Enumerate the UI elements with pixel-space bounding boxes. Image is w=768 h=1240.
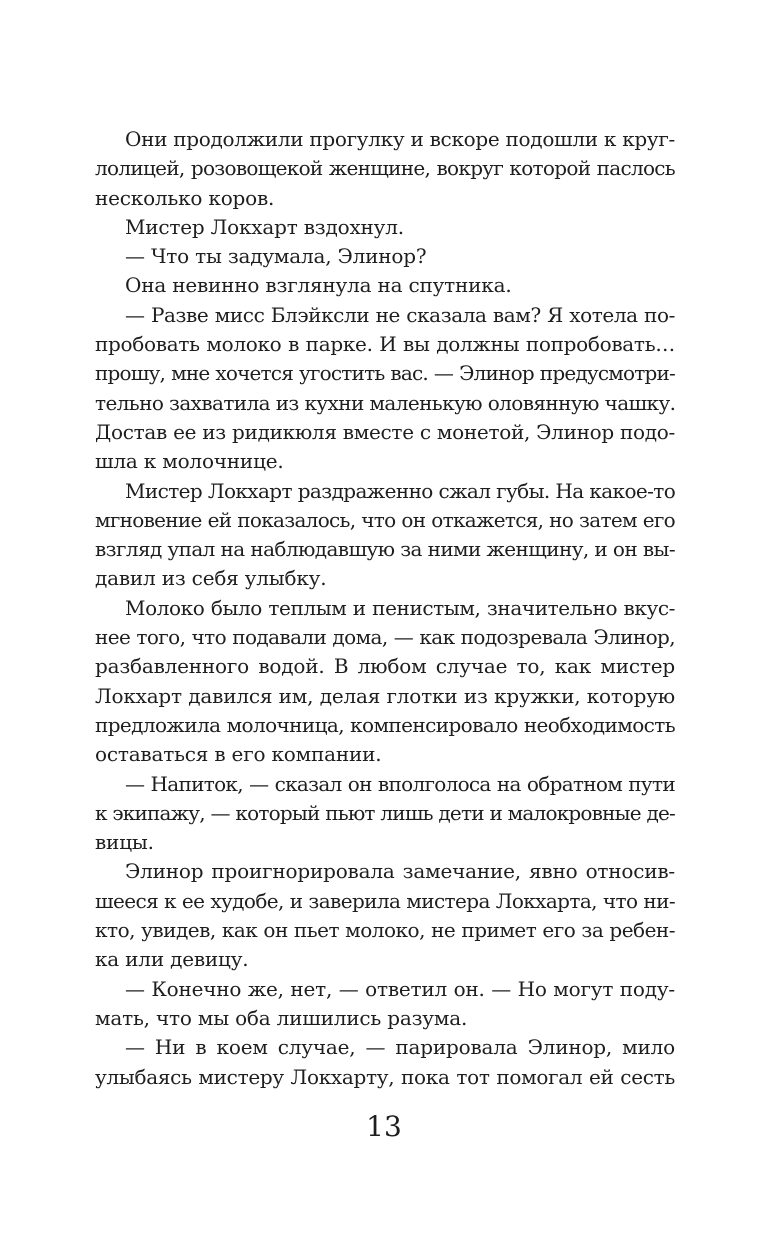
text-line: вицы. [95, 830, 154, 855]
text-line: Локхарт давился им, делая глотки из кружки, которую [95, 683, 675, 708]
text-line: — Ни в коем случае, — парировала Элинор, мило [125, 1035, 675, 1060]
text-line: Молоко было теплым и пенистым, значительно вкус- [125, 595, 675, 620]
text-line: — Что ты задумала, Элинор? [125, 244, 427, 269]
page-number: 13 [366, 1110, 402, 1143]
text-line: Мистер Локхарт вздохнул. [125, 214, 404, 239]
text-line: разбавленного водой. В любом случае то, как мистер [95, 654, 675, 679]
text-line: мгновение ей показалось, что он откажется, но затем его [95, 507, 675, 532]
text-line: прошу, мне хочется угостить вас. — Элинор предусмотри- [95, 361, 675, 386]
text-line: шееся к ее худобе, и заверила мистера Локхарта, что ни- [95, 888, 675, 913]
text-line: Элинор проигнорировала замечание, явно относив- [125, 859, 675, 884]
text-line: нее того, что подавали дома, — как подозревала Элинор, [95, 625, 675, 650]
text-line: кто, увидев, как он пьет молоко, не примет его за ребен- [95, 918, 675, 943]
text-line: Достав ее из ридикюля вместе с монетой, Элинор подо- [95, 419, 675, 444]
text-line: тельно захватила из кухни маленькую оловянную чашку. [95, 390, 676, 415]
text-line: Мистер Локхарт раздраженно сжал губы. На какое-то [125, 478, 676, 503]
text-line: к экипажу, — который пьют лишь дети и малокровные де- [95, 800, 675, 825]
text-line: Она невинно взглянула на спутника. [125, 273, 512, 298]
text-line: взгляд упал на наблюдавшую за ними женщину, и он вы- [95, 537, 675, 562]
text-line: оставаться в его компании. [95, 742, 382, 767]
text-line: — Конечно же, нет, — ответил он. — Но могут поду- [125, 976, 675, 1001]
text-line: Они продолжили прогулку и вскоре подошли к круг- [125, 127, 675, 151]
text-line: улыбаясь мистеру Локхарту, пока тот помогал ей сесть [95, 1064, 675, 1089]
text-line: ка или девицу. [95, 947, 249, 972]
text-line: — Напиток, — сказал он вполголоса на обратном пути [125, 771, 675, 796]
text-line: шла к молочнице. [95, 449, 284, 474]
text-line: несколько коров. [95, 185, 275, 210]
text-line: лолицей, розовощекой женщине, вокруг которой паслось [95, 156, 675, 181]
text-line: пробовать молоко в парке. И вы должны попробовать… [95, 332, 675, 357]
body-text [95, 125, 675, 1092]
text-line: — Разве мисс Блэйксли не сказала вам? Я хотела по- [125, 302, 675, 327]
text-line: предложила молочница, компенсировало необходимость [95, 712, 675, 737]
text-line: мать, что мы оба лишились разума. [95, 1005, 468, 1030]
text-line: давил из себя улыбку. [95, 566, 327, 591]
